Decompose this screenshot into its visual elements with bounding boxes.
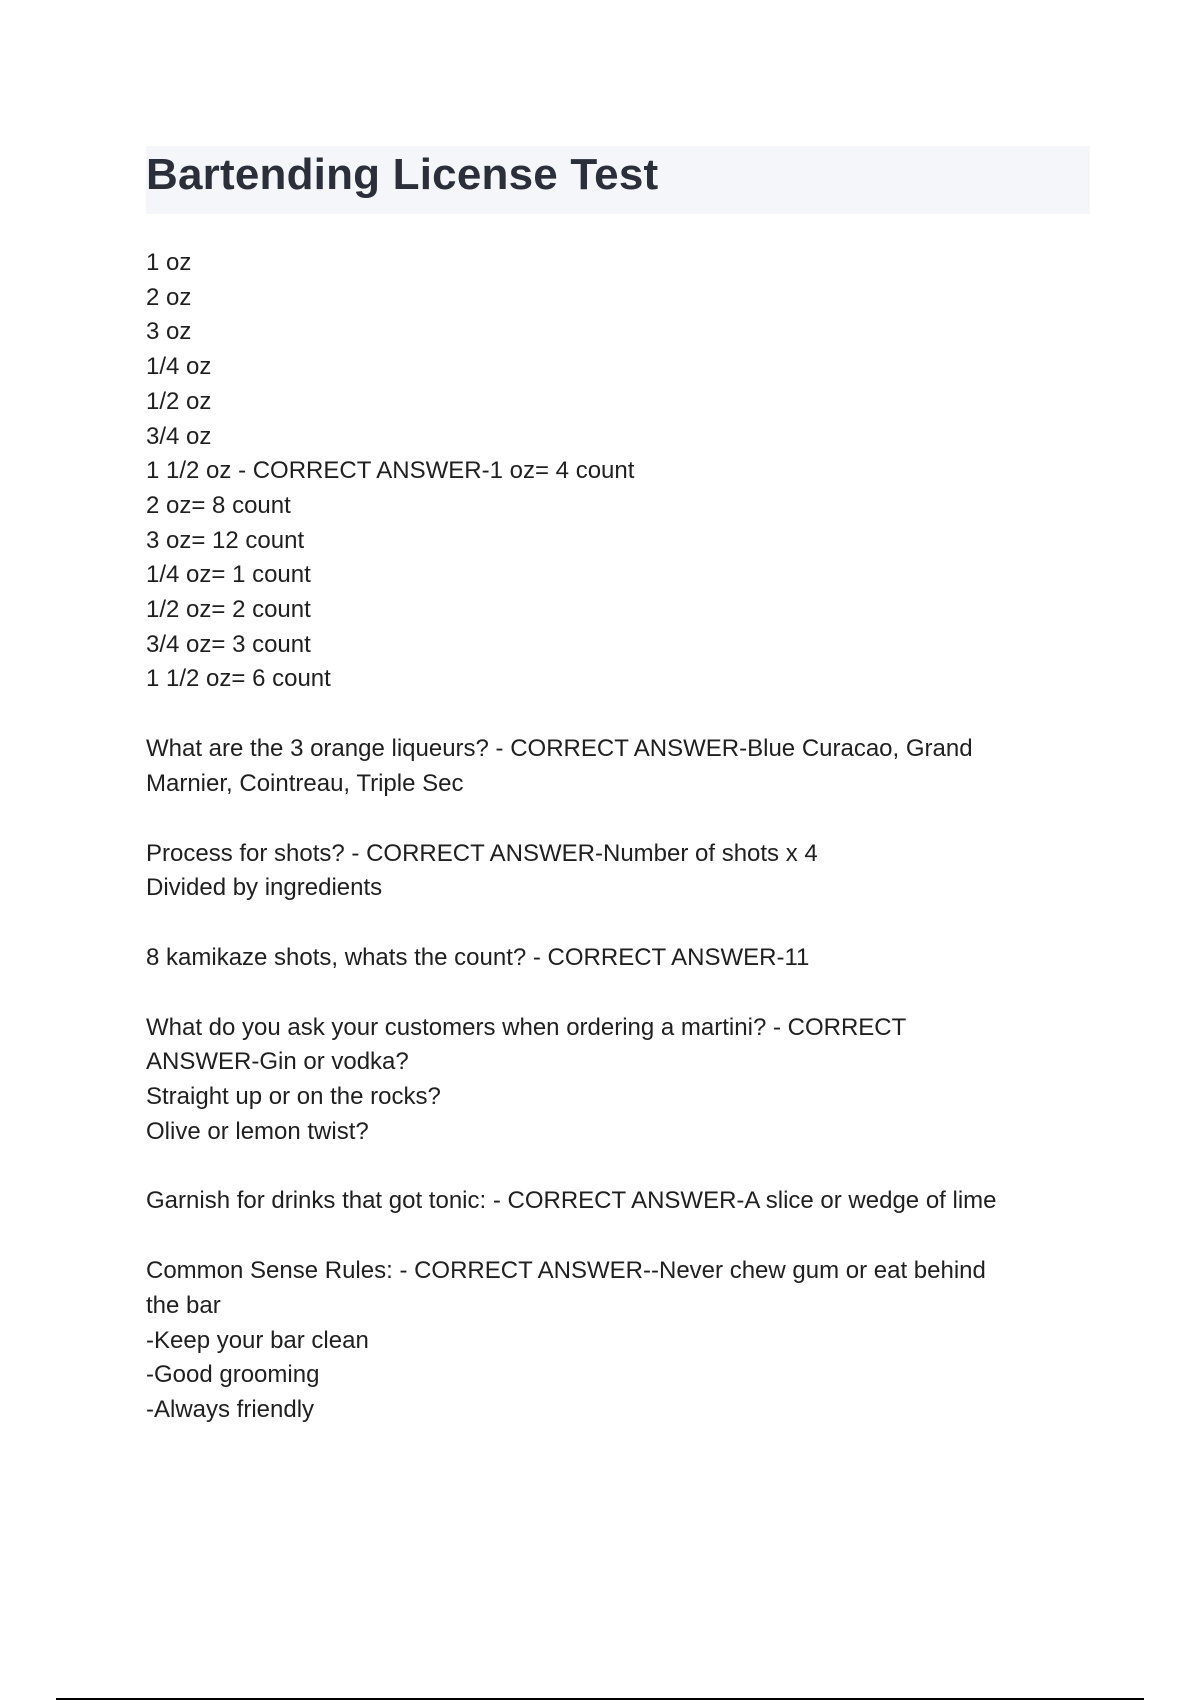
text-line: -Keep your bar clean [146,1326,369,1354]
text-line: 3 oz [146,318,192,346]
document-title: Bartending License Test [146,150,659,199]
text-line: Process for shots? - CORRECT ANSWER-Number of shots x 4 [146,839,818,867]
text-line: 1 1/2 oz= 6 count [146,665,331,693]
text-line: 3 oz= 12 count [146,526,305,554]
text-line: What do you ask your customers when ordering a martini? - CORRECT [146,1013,907,1041]
text-line: 2 oz= 8 count [146,491,291,519]
text-line: 8 kamikaze shots, whats the count? - CORRECT ANSWER-11 [146,943,810,971]
qa-block-tonic-garnish [146,1184,1090,1219]
text-line: What are the 3 orange liqueurs? - CORRECT ANSWER-Blue Curacao, Grand [146,735,973,763]
text-line: 3/4 oz= 3 count [146,630,311,658]
qa-block-kamikaze [146,941,1090,976]
text-line: 2 oz [146,283,192,311]
text-line: ANSWER-Gin or vodka? [146,1048,409,1076]
text-line: 1 1/2 oz - CORRECT ANSWER-1 oz= 4 count [146,457,635,485]
text-line: -Good grooming [146,1361,320,1389]
text-line: Marnier, Cointreau, Triple Sec [146,769,464,797]
qa-block-measurements [146,246,1090,697]
text-line: Garnish for drinks that got tonic: - CORRECT ANSWER-A slice or wedge of lime [146,1187,997,1215]
document-body [146,246,1090,1463]
text-line: Straight up or on the rocks? [146,1083,441,1111]
title-banner [146,146,1090,214]
text-line: 1/2 oz [146,387,212,415]
text-line: Common Sense Rules: - CORRECT ANSWER--Never chew gum or eat behind [146,1257,986,1285]
text-line: Olive or lemon twist? [146,1117,369,1145]
qa-block-martini [146,1011,1090,1150]
text-line: 3/4 oz [146,422,212,450]
text-line: 1 oz [146,249,192,276]
text-line: -Always friendly [146,1395,315,1423]
text-line: Divided by ingredients [146,874,383,902]
qa-block-common-sense-rules [146,1254,1090,1428]
text-line: the bar [146,1291,221,1319]
qa-block-shot-process [146,837,1090,906]
text-line: 1/4 oz= 1 count [146,561,311,589]
text-line: 1/2 oz= 2 count [146,596,311,624]
text-line: 1/4 oz [146,353,212,381]
qa-block-orange-liqueurs [146,732,1090,801]
